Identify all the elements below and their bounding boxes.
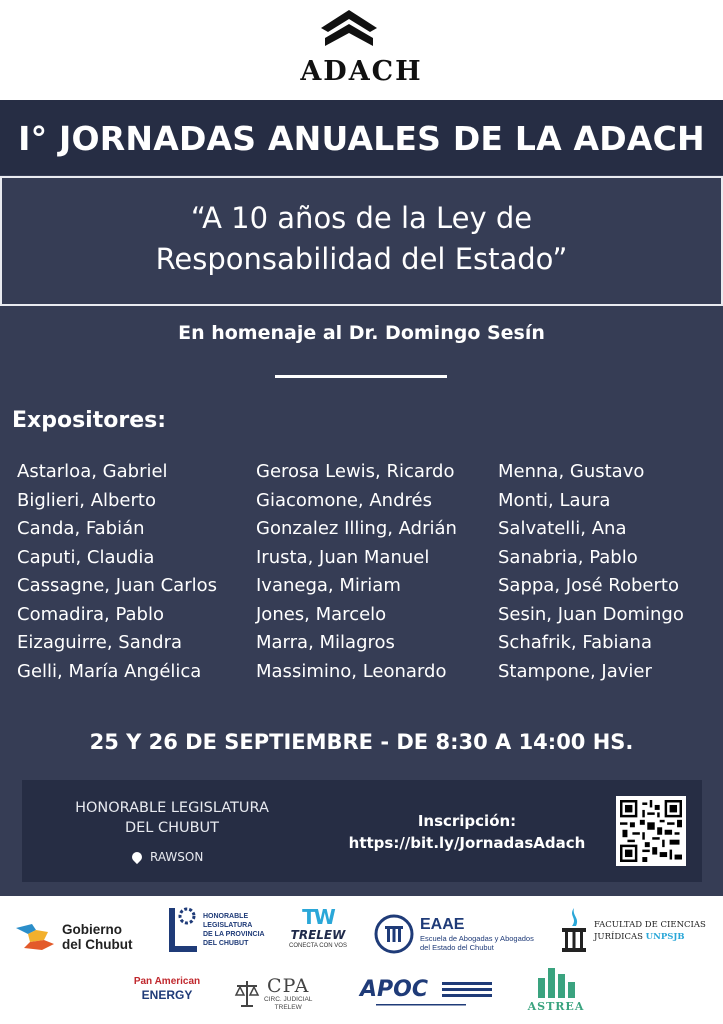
venue-location-text: RAWSON bbox=[150, 850, 204, 864]
sponsor-pae-line-2: ENERGY bbox=[141, 988, 193, 1002]
expositor-name: Massimino, Leonardo bbox=[256, 660, 447, 682]
sponsors-area bbox=[0, 896, 723, 1024]
sponsor-facultad-line-3: UNPSJB bbox=[645, 932, 685, 942]
sponsor-gobierno-chubut bbox=[14, 922, 133, 952]
expositor-name: Ivanega, Miriam bbox=[256, 575, 401, 596]
expositor-name: Sappa, José Roberto bbox=[498, 575, 679, 596]
sponsor-cpa-name: CPA bbox=[267, 975, 310, 997]
expositor-name: Gonzalez Illing, Adrián bbox=[256, 518, 457, 539]
expositor-name: Salvatelli, Ana bbox=[498, 518, 627, 539]
expositor-name: Irusta, Juan Manuel bbox=[256, 546, 430, 568]
venue-box bbox=[22, 780, 702, 882]
legislatura-logo-icon bbox=[165, 904, 201, 956]
expositor-name: Biglieri, Alberto bbox=[17, 489, 156, 511]
sponsor-trelew bbox=[283, 906, 353, 950]
sponsor-eaae-line-2: del Estado del Chubut bbox=[420, 943, 494, 952]
adach-logo-text: ADACH bbox=[300, 56, 423, 87]
sponsor-cpa-line-1: CIRC. JUDICIAL bbox=[264, 996, 313, 1003]
expositor-name: Eizaguirre, Sandra bbox=[17, 632, 183, 653]
sponsor-astrea bbox=[520, 964, 592, 1013]
expositor-name: Stampone, Javier bbox=[498, 660, 652, 682]
sponsor-trelew-name: TRELEW bbox=[290, 928, 346, 942]
sponsor-facultad bbox=[560, 906, 706, 956]
venue-line-1: HONORABLE LEGISLATURA bbox=[75, 800, 269, 816]
sponsor-pan-american bbox=[128, 976, 206, 1002]
page-title: I° JORNADAS ANUALES DE LA ADACH bbox=[0, 100, 723, 175]
expositor-name: Cassagne, Juan Carlos bbox=[17, 575, 218, 596]
adach-logo-icon bbox=[321, 10, 377, 46]
subtitle-box bbox=[0, 176, 723, 306]
sponsor-eaae bbox=[374, 914, 534, 954]
expositor-name: Marra, Milagros bbox=[256, 632, 395, 653]
astrea-logo-icon bbox=[532, 964, 580, 1000]
expositores-column-1 bbox=[17, 458, 217, 686]
qr-code-icon[interactable] bbox=[616, 796, 686, 866]
expositores-column-3 bbox=[498, 458, 684, 686]
inscripcion-link[interactable]: https://bit.ly/JornadasAdach bbox=[348, 834, 586, 852]
sponsor-legislatura-line-2: LEGISLATURA bbox=[203, 922, 253, 929]
sponsor-legislatura-line-3: DE LA PROVINCIA bbox=[203, 931, 265, 938]
expositor-name: Comadira, Pablo bbox=[17, 603, 164, 625]
expositor-name: Jones, Marcelo bbox=[256, 603, 387, 625]
expositor-name: Monti, Laura bbox=[498, 489, 611, 511]
sponsor-cpa bbox=[234, 976, 312, 1012]
sponsor-facultad-line-2: JURÍDICAS bbox=[594, 932, 643, 942]
expositor-name: Schafrik, Fabiana bbox=[498, 632, 652, 653]
expositor-name: Caputi, Claudia bbox=[17, 546, 155, 568]
sponsor-apoc bbox=[356, 976, 494, 1012]
sponsor-facultad-line-1: FACULTAD DE CIENCIAS bbox=[594, 920, 706, 930]
sponsor-apoc-name: APOC bbox=[360, 977, 428, 1002]
sponsor-legislatura-line-4: DEL CHUBUT bbox=[203, 940, 249, 947]
sponsor-legislatura-line-1: HONORABLE bbox=[203, 913, 249, 920]
inscripcion bbox=[327, 810, 607, 854]
sponsor-trelew-tag: CONECTA CON VOS bbox=[289, 943, 347, 949]
expositor-name: Gerosa Lewis, Ricardo bbox=[256, 461, 455, 482]
qr-code-graphic bbox=[620, 800, 682, 862]
homenaje-text: En homenaje al Dr. Domingo Sesín bbox=[178, 322, 545, 344]
facultad-logo-icon bbox=[560, 906, 588, 956]
subtitle-line-1: “A 10 años de la Ley de bbox=[190, 201, 533, 235]
expositor-name: Gelli, María Angélica bbox=[17, 660, 202, 682]
sponsor-legislatura bbox=[165, 904, 265, 956]
sponsor-gobierno-line-2: del Chubut bbox=[62, 937, 133, 952]
sponsor-pae-line-1: Pan American bbox=[133, 976, 201, 987]
expositores-heading: Expositores: bbox=[12, 408, 167, 433]
subtitle-line-2: Responsabilidad del Estado” bbox=[155, 242, 568, 276]
expositor-name: Sanabria, Pablo bbox=[498, 546, 638, 568]
header-area bbox=[0, 0, 723, 100]
location-pin-icon bbox=[130, 850, 144, 864]
eaae-logo-icon bbox=[374, 914, 414, 954]
expositor-name: Sesin, Juan Domingo bbox=[498, 603, 684, 625]
sponsor-cpa-line-2: TRELEW bbox=[274, 1004, 302, 1011]
sponsor-gobierno-line-1: Gobierno bbox=[62, 922, 122, 937]
divider bbox=[275, 375, 447, 378]
expositor-name: Giacomone, Andrés bbox=[256, 489, 432, 511]
sponsor-astrea-name: ASTREA bbox=[527, 1000, 585, 1013]
expositor-name: Canda, Fabián bbox=[17, 518, 145, 539]
venue-location bbox=[132, 850, 203, 864]
event-dates: 25 Y 26 DE SEPTIEMBRE - DE 8:30 A 14:00 HS. bbox=[89, 730, 634, 754]
expositores-column-2 bbox=[256, 458, 457, 686]
expositor-name: Astarloa, Gabriel bbox=[17, 461, 168, 482]
trelew-logo-icon: TW bbox=[302, 905, 334, 929]
sponsor-eaae-line-1: Escuela de Abogadas y Abogados bbox=[420, 934, 534, 943]
venue-name bbox=[52, 798, 292, 838]
sponsor-eaae-name: EAAE bbox=[420, 916, 465, 933]
scales-icon bbox=[234, 979, 260, 1009]
expositor-name: Menna, Gustavo bbox=[498, 461, 645, 482]
inscripcion-label: Inscripción: bbox=[417, 812, 517, 830]
main-panel bbox=[0, 100, 723, 896]
venue-line-2: DEL CHUBUT bbox=[124, 820, 220, 836]
chubut-map-icon bbox=[14, 922, 58, 952]
